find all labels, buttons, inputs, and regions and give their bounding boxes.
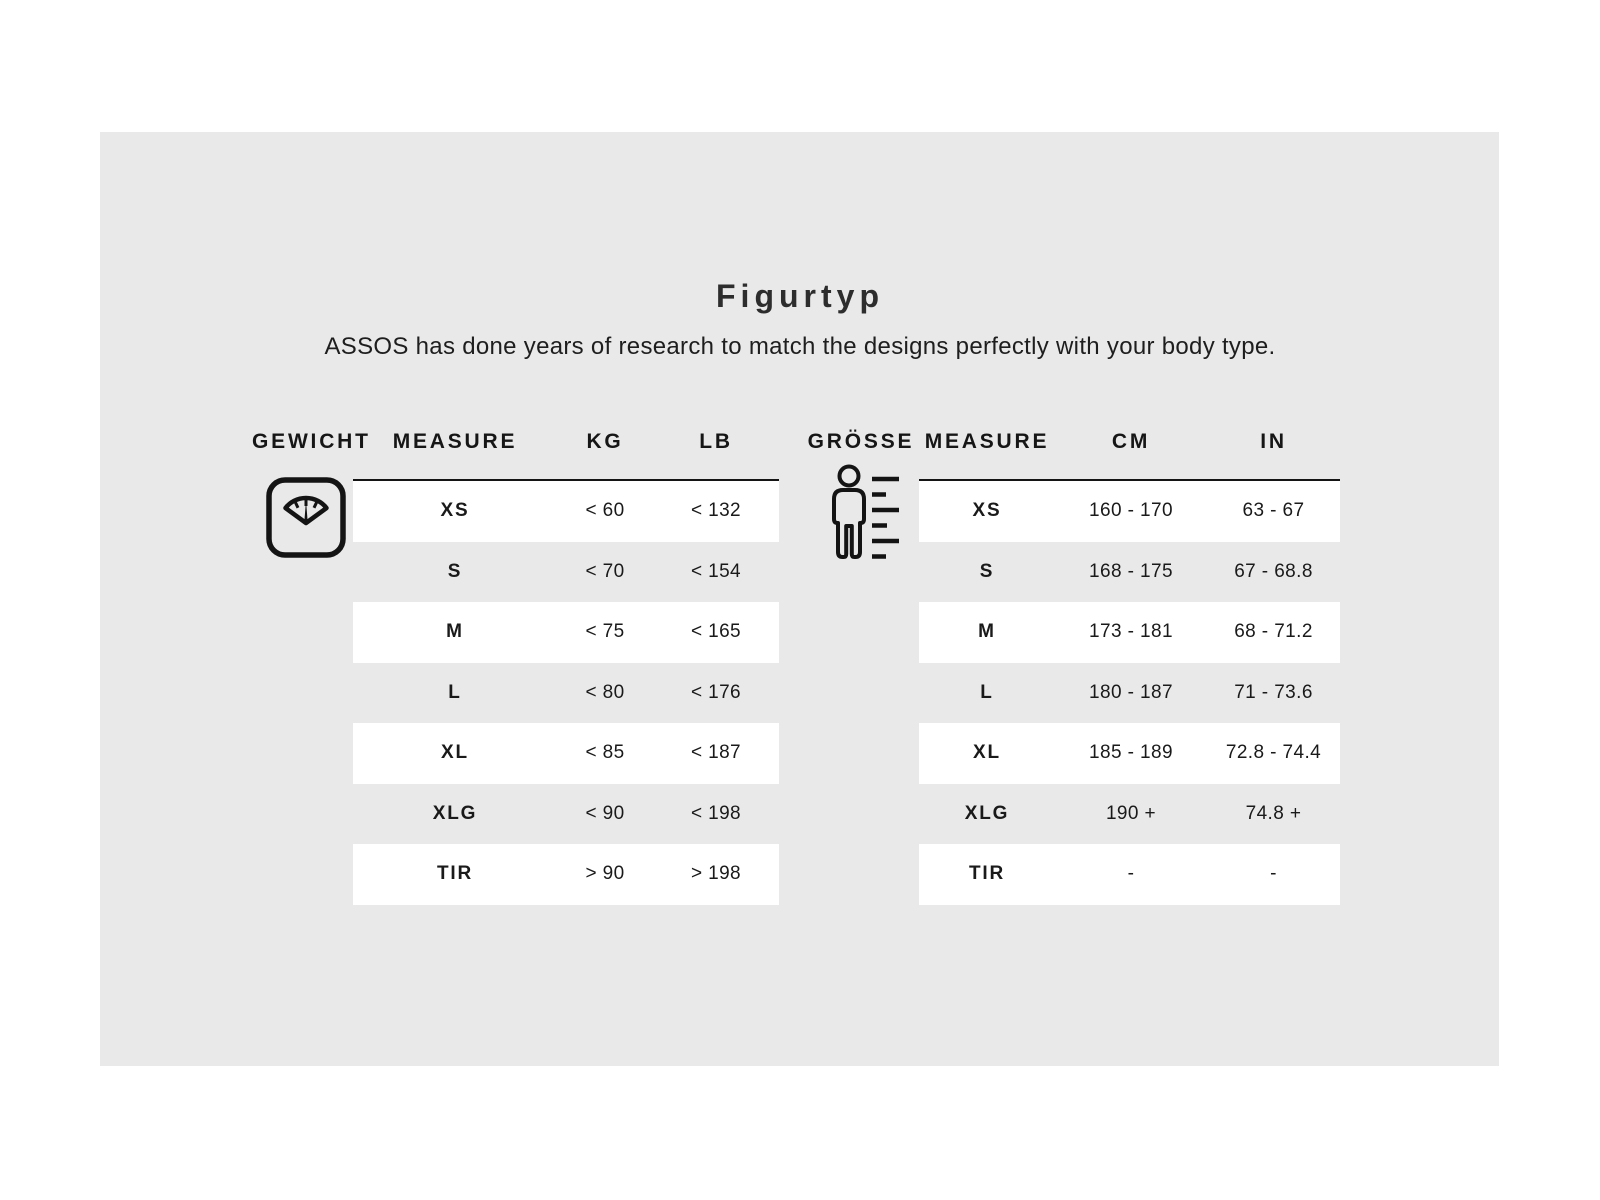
person-height-icon xyxy=(822,463,902,565)
value-cell: < 60 xyxy=(585,500,625,522)
value-cell: 63 - 67 xyxy=(1242,500,1305,522)
value-cell: 71 - 73.6 xyxy=(1234,681,1313,703)
size-label: TIR xyxy=(436,863,473,885)
size-label: XL xyxy=(441,742,469,764)
size-label: L xyxy=(980,681,994,703)
height-table-header xyxy=(919,430,1340,454)
value-cell: 74.8 + xyxy=(1245,802,1302,824)
size-label: XS xyxy=(440,500,470,522)
column-header-measure: MEASURE xyxy=(924,430,1050,453)
value-cell: < 176 xyxy=(690,681,742,703)
table-row xyxy=(353,602,779,663)
value-cell: < 80 xyxy=(585,681,625,703)
size-label: S xyxy=(447,560,463,582)
table-row xyxy=(919,663,1340,724)
value-cell: < 154 xyxy=(690,560,742,582)
column-header-lb: LB xyxy=(699,430,733,453)
column-header-in: IN xyxy=(1260,430,1287,453)
weight-table xyxy=(353,479,779,905)
value-cell: - xyxy=(1270,863,1277,885)
table-row xyxy=(353,542,779,603)
table-row xyxy=(919,542,1340,603)
value-cell: 180 - 187 xyxy=(1089,681,1173,703)
scale-icon xyxy=(265,475,347,559)
column-header-kg: KG xyxy=(586,430,624,453)
value-cell: < 85 xyxy=(585,742,625,764)
table-row xyxy=(353,663,779,724)
table-row xyxy=(919,784,1340,845)
value-cell: 72.8 - 74.4 xyxy=(1225,742,1322,764)
size-label: XL xyxy=(973,742,1001,764)
size-label: M xyxy=(446,621,464,643)
weight-table-label: GEWICHT xyxy=(252,430,371,453)
value-cell: 185 - 189 xyxy=(1089,742,1173,764)
size-label: XLG xyxy=(432,802,478,824)
value-cell: 190 + xyxy=(1105,802,1157,824)
value-cell: 168 - 175 xyxy=(1089,560,1173,582)
value-cell: > 90 xyxy=(585,863,625,885)
value-cell: < 198 xyxy=(690,802,742,824)
page-title: Figurtyp xyxy=(716,278,884,314)
table-row xyxy=(919,844,1340,905)
table-row xyxy=(353,481,779,542)
weight-table-header xyxy=(353,430,779,454)
table-row xyxy=(353,723,779,784)
column-header-measure: MEASURE xyxy=(392,430,518,453)
size-label: M xyxy=(978,621,996,643)
value-cell: < 165 xyxy=(690,621,742,643)
table-row xyxy=(353,844,779,905)
size-label: XS xyxy=(972,500,1002,522)
size-label: S xyxy=(979,560,995,582)
table-row xyxy=(919,481,1340,542)
table-row xyxy=(919,602,1340,663)
size-label: L xyxy=(448,681,462,703)
table-row xyxy=(919,723,1340,784)
column-header-cm: CM xyxy=(1111,430,1151,453)
table-row xyxy=(353,784,779,845)
value-cell: < 70 xyxy=(585,560,625,582)
size-label: TIR xyxy=(968,863,1005,885)
height-table xyxy=(919,479,1340,905)
value-cell: < 187 xyxy=(690,742,742,764)
height-table-label: GRÖSSE xyxy=(807,430,915,453)
value-cell: 67 - 68.8 xyxy=(1234,560,1313,582)
value-cell: - xyxy=(1127,863,1135,885)
value-cell: > 198 xyxy=(690,863,742,885)
value-cell: 160 - 170 xyxy=(1089,500,1173,522)
value-cell: < 90 xyxy=(585,802,625,824)
value-cell: 173 - 181 xyxy=(1089,621,1173,643)
value-cell: < 132 xyxy=(690,500,742,522)
page-subtitle: ASSOS has done years of research to match the designs perfectly with your body type. xyxy=(324,333,1276,360)
value-cell: < 75 xyxy=(585,621,625,643)
size-label: XLG xyxy=(964,802,1010,824)
value-cell: 68 - 71.2 xyxy=(1234,621,1313,643)
